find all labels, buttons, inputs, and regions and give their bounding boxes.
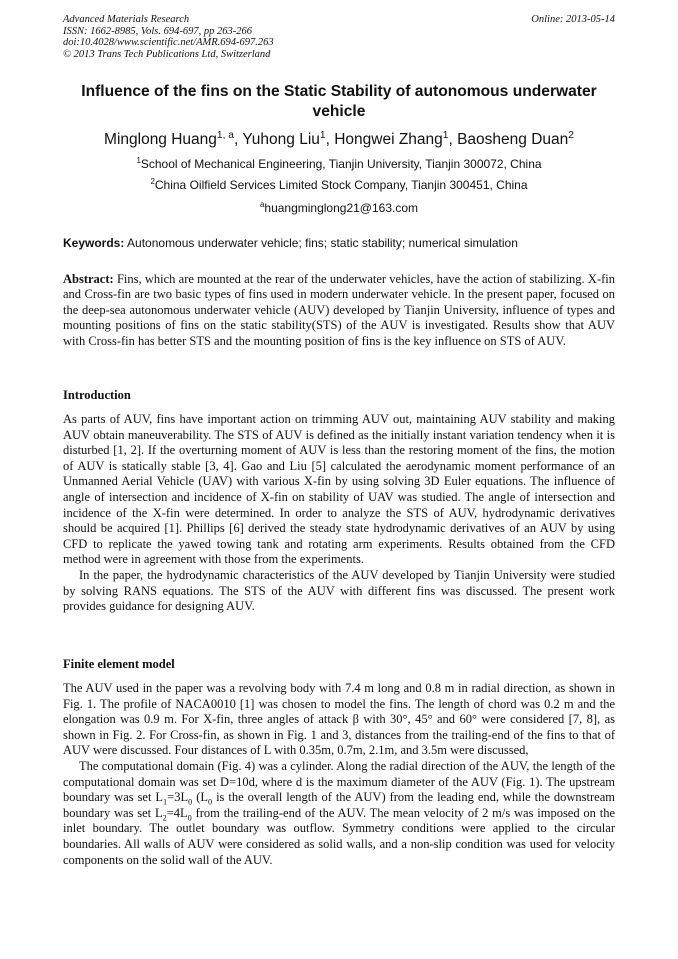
introduction-body [63, 412, 615, 615]
author-list [63, 130, 615, 150]
author-name: Baosheng Duan [457, 131, 569, 148]
paper-title: Influence of the fins on the Static Stability of autonomous underwater vehicle [81, 83, 597, 120]
online-date: Online: 2013-05-14 [531, 14, 615, 25]
author-name: Minglong Huang [104, 131, 217, 148]
author-name: Yuhong Liu [242, 131, 320, 148]
paragraph: The AUV used in the paper was a revolving body with 7.4 m long and 0.8 m in radial direction, as shown in Fig. 1. The profile of NACA0010 [1] was chosen to model the fins. The length of chord was 0.2 m and the elongation was 0.9 m. For X-fin, three angles of attack β with 30°, 45° and 60° were considered [7, 8], as shown in Fig. 2. For Cross-fin, as shown in Fig. 1 and 3, distances from the trailing-end of the fins to that of AUV were discussed. Four distances of L with 0.35m, 0.7m, 2.1m, and 3.5m were discussed, [63, 681, 615, 758]
author-affil-sup: 1, a [216, 129, 234, 141]
author-affil-sup: 1 [319, 129, 326, 141]
text-run: The computational domain (Fig. 4) was a cylinder. Along the radial direction of the AUV, the length of the computational domain was set D=10d, where d is the maximum diameter of the AUV (Fig. 1). The upstream boundary was set L [63, 758, 615, 805]
section-heading-finite-element-model: Finite element model [63, 657, 175, 671]
author-sep: , [325, 131, 335, 148]
abstract-text: Fins, which are mounted at the rear of the underwater vehicles, have the action of stabilizing. X-fin and Cross-fin are two basic types of fins used in modern underwater vehicle. In the present paper, focused on the deep-sea autonomous underwater vehicle (AUV) developed by Tianjin University, influence of types and mounting positions of fins on the static stability(STS) of the AUV is investigated. Results show that AUV with Cross-fin has better STS and the mounting position of fins is the key influence on STS of AUV. [63, 272, 615, 348]
affil-sup: 2 [150, 177, 155, 186]
affil-text: China Oilfield Services Limited Stock Company, Tianjin 300451, China [154, 178, 528, 192]
journal-header [63, 14, 615, 60]
keywords-text: Autonomous underwater vehicle; fins; static stability; numerical simulation [124, 236, 518, 250]
author-affil-sup: 2 [568, 129, 574, 141]
paragraph [63, 759, 615, 868]
affiliation-2 [63, 178, 615, 193]
abstract-label: Abstract: [63, 272, 114, 286]
doi-line: doi:10.4028/www.scientific.net/AMR.694-697.263 [63, 37, 274, 49]
paragraph: In the paper, the hydrodynamic characteristics of the AUV developed by Tianjin University were studied by solving RANS equations. The STS of the AUV with different fins was discussed. The present work provides guidance for designing AUV. [63, 567, 615, 614]
copyright-line: © 2013 Trans Tech Publications Ltd, Switzerland [63, 48, 271, 60]
subscript: 0 [187, 813, 192, 823]
text-run: =4L [166, 805, 188, 820]
email-text: huangminglong21@163.com [264, 201, 419, 215]
author-affil-sup: 1 [442, 129, 449, 141]
keywords-label: Keywords: [63, 236, 125, 250]
journal-name: Advanced Materials Research [63, 14, 190, 25]
subscript: 2 [162, 813, 167, 823]
affil-sup: 1 [136, 156, 141, 165]
issn-line: ISSN: 1662-8985, Vols. 694-697, pp 263-266 [63, 25, 252, 37]
text-run: =3L [167, 790, 189, 805]
subscript: 1 [163, 797, 168, 807]
author-email [63, 201, 615, 216]
section-heading-introduction: Introduction [63, 388, 131, 402]
abstract [63, 272, 615, 349]
author-name: Hongwei Zhang [334, 131, 443, 148]
text-run: is the overall length of the AUV) from the leading end, while the downstream boundary was set L [63, 790, 615, 820]
affiliation-1 [63, 157, 615, 172]
subscript: 0 [208, 797, 213, 807]
author-sep: , [233, 131, 243, 148]
affil-text: School of Mechanical Engineering, Tianjin University, Tianjin 300072, China [140, 157, 542, 171]
text-run: (L [192, 790, 208, 805]
email-sup: a [259, 200, 265, 209]
text-run: from the trailing-end of the AUV. The mean velocity of 2 m/s was imposed on the inlet boundary. The outlet boundary was outflow. Symmetry conditions were applied to the circular boundaries. All walls of AUV were considered as solid walls, and a non-slip condition was used for velocity components on the solid wall of the AUV. [63, 805, 615, 867]
paragraph: As parts of AUV, fins have important action on trimming AUV out, maintaining AUV stability and making AUV obtain maneuverability. The STS of AUV is defined as the initially instant variation tendency when it is disturbed [1, 2]. If the overturning moment of AUV is less than the restoring moment of the fins, the motion of AUV is statically stable [3, 4]. Gao and Liu [5] calculated the aerodynamic moment performance of an Unmanned Aerial Vehicle (UAV) with various X-fin by using solving 3D Euler equations. The influence of angle of intersection and incidence of X-fin on stability of UAV was studied. The angle of intersection and incidence of the X-fin were determined. In order to analyze the STS of AUV, hydrodynamic derivatives should be acquired [1]. Phillips [6] derived the steady state hydrodynamic derivatives of an AUV by using CFD to replicate the yawed towing tank and rotating arm experiments. Results obtained from the CFD method were in agreement with those from the experiments. [63, 412, 615, 567]
author-sep: , [448, 131, 458, 148]
fem-body [63, 681, 615, 868]
keywords [63, 236, 615, 251]
subscript: 0 [188, 797, 193, 807]
